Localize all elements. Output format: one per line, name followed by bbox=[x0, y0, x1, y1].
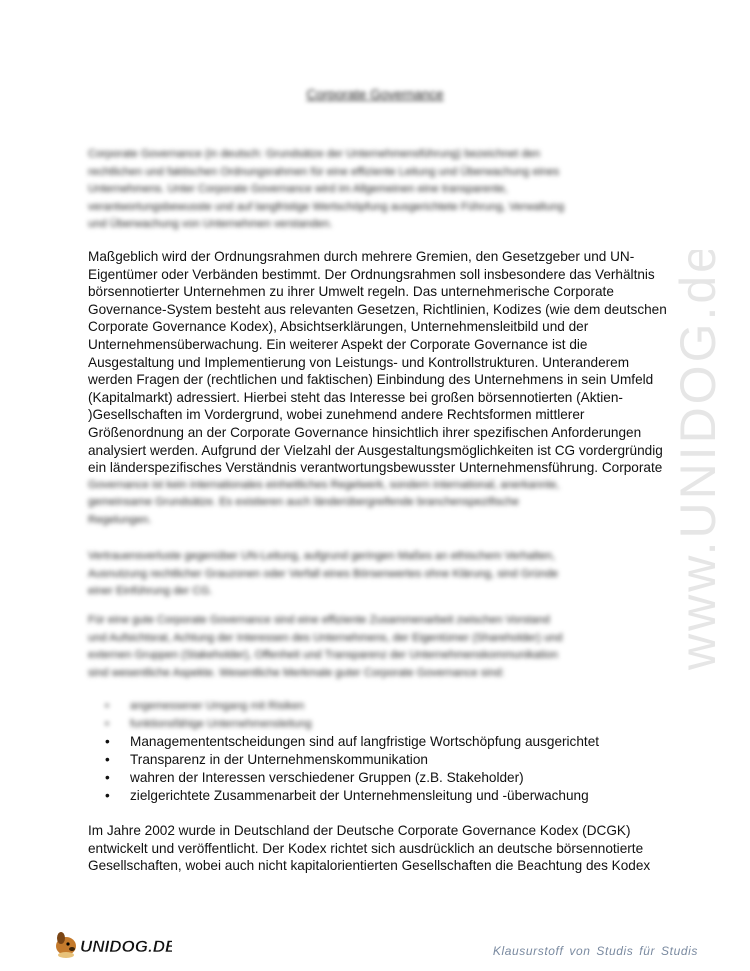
text-line: Ausnutzung rechtlicher Grauzonen oder Verfall eines Börsenwertes ohne Klärung, sind Gründe bbox=[88, 567, 559, 580]
dog-icon bbox=[56, 932, 76, 958]
bullet-item bbox=[105, 733, 599, 751]
text-line: Unternehmensüberwachung. Ein weiterer Aspekt der Corporate Governance ist die bbox=[88, 336, 588, 352]
bullet-text: funktionsfähige Unternehmensleitung bbox=[130, 718, 312, 730]
text-line: Corporate Governance (in deutsch: Grundsätze der Unternehmensführung) bezeichnet den bbox=[88, 148, 541, 160]
text-line: Größenordnung an der Corporate Governance hinsichtlich ihrer spezifischen Anforderungen bbox=[88, 424, 642, 440]
text-line: werden Fragen der (rechtlichen und faktischen) Einbindung des Unternehmens in sein Umfeld bbox=[88, 372, 654, 388]
document-title: Corporate Governance bbox=[306, 87, 444, 102]
text-line: Ausgestaltung und Implementierung von Leistungs- und Kontrollstrukturen. Unteranderem bbox=[88, 354, 630, 370]
bullet-marker: • bbox=[105, 788, 110, 803]
feature-bullet-list bbox=[105, 697, 599, 805]
bullet-item bbox=[105, 769, 599, 787]
bullet-text: zielgerichtete Zusammenarbeit der Unternehmensleitung und -überwachung bbox=[130, 788, 589, 803]
bullet-text: Transparenz in der Unternehmenskommunikation bbox=[130, 752, 428, 767]
text-line: Maßgeblich wird der Ordnungsrahmen durch mehrere Gremien, den Gesetzgeber und UN- bbox=[88, 249, 635, 264]
bullet-text: angemessener Umgang mit Risiken bbox=[130, 700, 305, 712]
logo-text: UNIDOG.DE bbox=[80, 937, 172, 956]
bullet-marker: • bbox=[105, 700, 109, 712]
bullet-item bbox=[105, 787, 599, 805]
blurred-text-line: Regelungen. bbox=[88, 513, 152, 526]
text-line: börsennotierter Unternehmen zu ihrer Umwelt regeln. Das unternehmerische Corporate bbox=[88, 284, 614, 300]
bullet-text: Managemententscheidungen sind auf langfristige Wortschöpfung ausgerichtet bbox=[130, 734, 600, 749]
text-line: Vertrauensverluste gegenüber UN-Leitung, aufgrund geringen Maßes an ethischem Verhalten, bbox=[88, 550, 556, 562]
final-paragraph bbox=[88, 822, 668, 875]
text-line: einer Einführung der CG. bbox=[88, 585, 213, 598]
bullet-item bbox=[105, 697, 599, 715]
bullet-marker: • bbox=[105, 770, 110, 785]
blurred-text-line: gemeinsame Grundsätze. Es existieren auch länderübergreifende branchenspezifische bbox=[88, 496, 519, 509]
third-paragraph bbox=[88, 548, 668, 601]
text-line: )Gesellschaften im Vordergrund, wobei zunehmend andere Rechtsformen mittlerer bbox=[88, 407, 585, 423]
text-line: Corporate Governance Kodex), Absichtserklärungen, Unternehmensleitbild und der bbox=[88, 319, 589, 335]
text-line: und Aufsichtsrat, Achtung der Interessen des Unternehmens, der Eigentümer (Shareholder) und bbox=[88, 631, 563, 644]
text-line: Governance-System besteht aus relevanten Gesetzen, Richtlinien, Kodizes (wie dem deutschen bbox=[88, 301, 667, 317]
fourth-paragraph bbox=[88, 612, 668, 682]
bullet-marker: • bbox=[105, 734, 110, 749]
text-line: Für eine gute Corporate Governance sind eine effiziente Zusammenarbeit zwischen Vorstand bbox=[88, 614, 550, 626]
text-line: rechtlichen und faktischen Ordnungsrahmen für eine effiziente Leitung und Überwachung eines bbox=[88, 165, 560, 178]
text-line: und Überwachung von Unternehmen verstanden. bbox=[88, 218, 333, 231]
footer-tagline: Klausurstoff von Studis für Studis bbox=[492, 944, 698, 958]
text-line: Eigentümer oder Verbänden bestimmt. Der Ordnungsrahmen soll insbesondere das Verhältnis bbox=[88, 266, 655, 282]
unidog-logo bbox=[52, 926, 172, 960]
bullet-marker: • bbox=[105, 718, 109, 730]
bullet-text: wahren der Interessen verschiedener Gruppen (z.B. Stakeholder) bbox=[130, 770, 524, 785]
bullet-item bbox=[105, 715, 599, 733]
intro-paragraph bbox=[88, 146, 668, 234]
text-line: externen Gruppen (Stakeholder), Offenheit und Transparenz der Unternehmenskommunikation bbox=[88, 649, 558, 662]
text-line: verantwortungsbewusste und auf langfristige Wertschöpfung ausgerichtete Führung, Verwaltung bbox=[88, 200, 565, 213]
main-paragraph bbox=[88, 248, 668, 530]
text-line: sind wesentliche Aspekte. Wesentliche Merkmale guter Corporate Governance sind: bbox=[88, 666, 505, 679]
text-line: analysiert werden. Aufgrund der Vielzahl der Ausgestaltungsmöglichkeiten ist CG vordergründig bbox=[88, 442, 663, 458]
text-line: entwickelt und veröffentlicht. Der Kodex richtet sich ausdrücklich an deutsche börsennotierte bbox=[88, 840, 644, 856]
text-line: ein länderspezifisches Verständnis verantwortungsbewusster Unternehmensführung. Corporate bbox=[88, 460, 663, 476]
bullet-item bbox=[105, 751, 599, 769]
text-line: Im Jahre 2002 wurde in Deutschland der Deutsche Corporate Governance Kodex (DCGK) bbox=[88, 823, 631, 838]
text-line: Gesellschaften, wobei auch nicht kapitalorientierten Gesellschaften die Beachtung des Kodex bbox=[88, 858, 651, 874]
blurred-text-line: Governance ist kein internationales einheitliches Regelwerk, sondern international, anerkannte, bbox=[88, 478, 560, 491]
text-line: Unternehmens. Unter Corporate Governance wird im Allgemeinen eine transparente, bbox=[88, 183, 508, 196]
bullet-marker: • bbox=[105, 752, 110, 767]
text-line: (Kapitalmarkt) adressiert. Hierbei steht das Interesse bei großen börsennotierten (Aktien- bbox=[88, 389, 623, 405]
watermark-text: www.UNIDOG.de bbox=[670, 250, 726, 670]
